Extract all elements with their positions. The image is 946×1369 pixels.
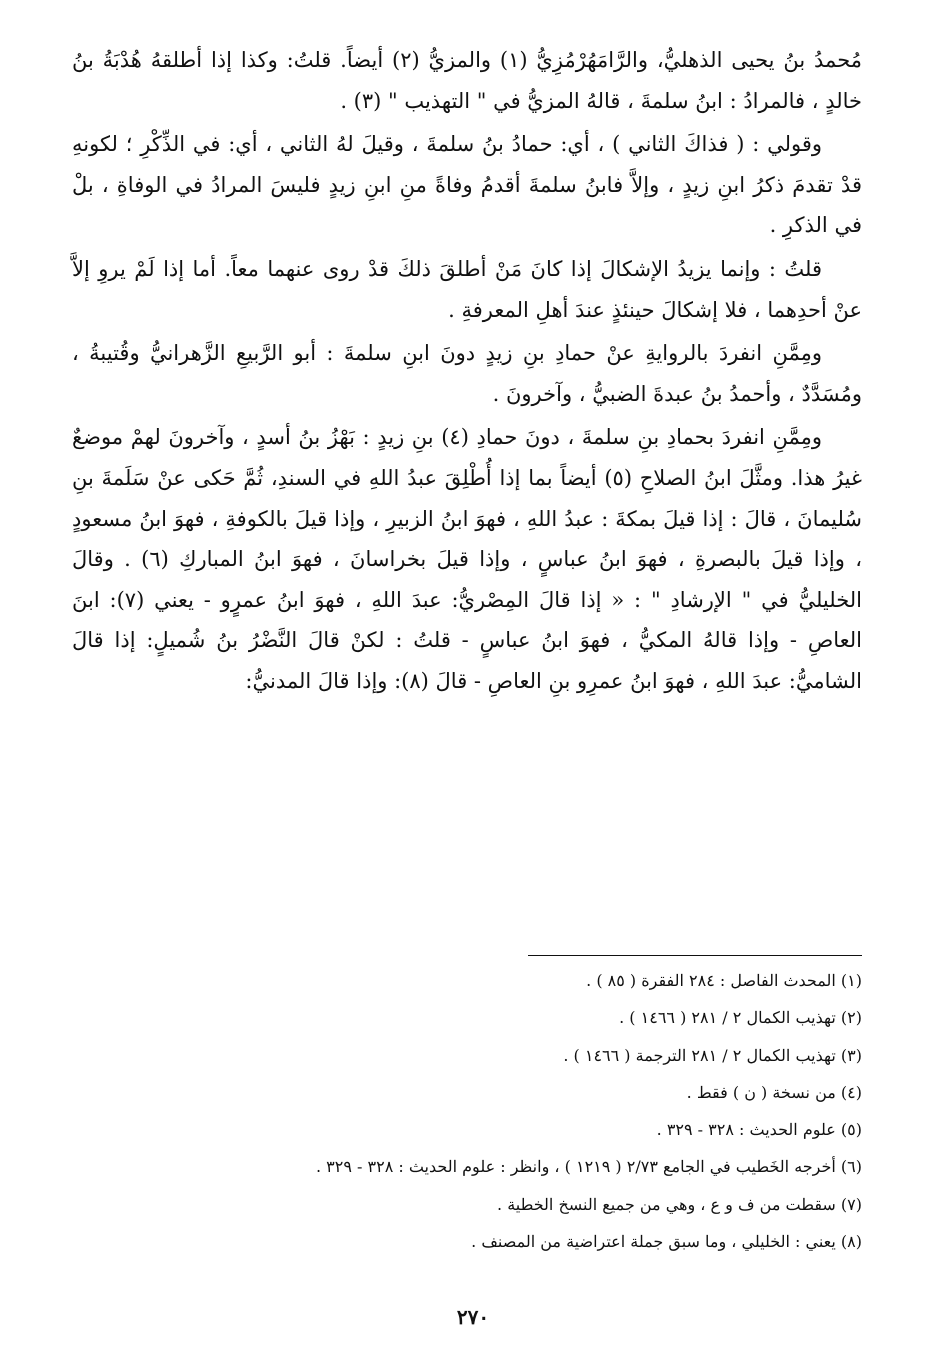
main-text bbox=[72, 40, 862, 705]
footnote-7: (٧) سقطت من ف و ع ، وهي من جميع النسخ الخطية . bbox=[497, 1194, 862, 1214]
footnote-3: (٣) تهذيب الكمال ٢ / ٢٨١ الترجمة ( ١٤٦٦ ) . bbox=[563, 1045, 862, 1065]
footnote-4: (٤) من نسخة ( ن ) فقط . bbox=[686, 1082, 862, 1102]
footnote-1: (١) المحدث الفاصل : ٢٨٤ الفقرة ( ٨٥ ) . bbox=[586, 971, 862, 990]
footnote-divider bbox=[528, 955, 862, 956]
footnote-5: (٥) علوم الحديث : ٣٢٨ - ٣٢٩ . bbox=[656, 1120, 862, 1140]
footnote-2: (٢) تهذيب الكمال ٢ / ٢٨١ ( ١٤٦٦ ) . bbox=[619, 1008, 862, 1028]
paragraph-2: وقولي : ( فذاكَ الثاني ) ، أي: حمادُ بنُ سلمةَ ، وقيلَ لهُ الثاني ، أي: في الذِّكْرِ ؛ لكونهِ قدْ تقدمَ ذكرُ ابنِ زيدٍ ، وإلاَّ فابنُ سلمةَ أقدمُ وفاةً منِ ابنِ زيدٍ فليسَ المرادُ في الوفاةِ ، بلْ في الذكرِ . bbox=[72, 132, 862, 238]
paragraph-1: مُحمدُ بنُ يحيى الذهليُّ، والرَّامَهُرْمُزِيُّ (١) والمزيُّ (٢) أيضاً. قلتُ: وكذا إذا أطلقهُ هُدْبَةُ بنُ خالدٍ ، فالمرادُ : ابنُ سلمةَ ، قالهُ المزيُّ في " التهذيب " (٣) . bbox=[72, 48, 862, 113]
footnote-6: (٦) أخرجه الخَطيب في الجامع ٢/٧٣ ( ١٢١٩ ) ، وانظر : علوم الحديث : ٣٢٨ - ٣٢٩ . bbox=[315, 1157, 862, 1177]
page-number: ٢٧٠ bbox=[456, 1305, 490, 1329]
paragraph-4: ومِمَّنِ انفردَ بالروايةِ عنْ حمادِ بنِ زيدٍ دونَ ابنِ سلمةَ : أبو الرَّبيعِ الزَّهرانيُّ وقُتيبةُ ، ومُسَدَّدٌ ، وأحمدُ بنُ عبدةَ الضبيُّ ، وآخرونَ . bbox=[72, 341, 862, 406]
paragraph-5: ومِمَّنِ انفردَ بحمادِ بنِ سلمةَ ، دونَ حمادِ (٤) بنِ زيدٍ : بَهْزُ بنُ أسدٍ ، وآخرونَ لهمْ موضعٌ غيرُ هذا. ومثَّلَ ابنُ الصلاحِ (٥) أيضاً بما إذا أُطْلِقَ عبدُ اللهِ في السندِ، ثُمَّ حَكى عنْ سَلَمةَ بنِ سُليمانَ ، قالَ : إذا قيلَ بمكةَ : عبدُ اللهِ ، فهوَ ابنُ الزبيرِ ، وإذا قيلَ بالكوفةِ ، فهوَ ابنُ مسعودٍ ، وإذا قيلَ بالبصرةِ ، فهوَ ابنُ عباسٍ ، وإذا قيلَ بخراسانَ ، فهوَ ابنُ المباركِ (٦) . وقالَ الخليليُّ في " الإرشادِ " : « إذا قالَ المِصْريُّ: عبدَ اللهِ ، فهوَ ابنُ عمرٍو - يعني (٧): ابنَ العاصِ - وإذا قالهُ المكيُّ ، فهوَ ابنُ عباسٍ - قلتُ : لكنْ قالَ النَّضْرُ بنُ شُميلٍ: إذا قالَ الشاميُّ: عبدَ اللهِ ، فهوَ ابنُ عمرِو بنِ العاصِ - قالَ (٨): وإذا قالَ المدنيُّ: bbox=[72, 425, 862, 693]
footnote-8: (٨) يعني : الخليلي ، وما سبق جملة اعتراضية من المصنف . bbox=[471, 1232, 862, 1252]
paragraph-3: قلتُ : وإنما يزيدُ الإشكالَ إذا كانَ مَنْ أطلقَ ذلكَ قدْ روى عنهما معاً. أما إذا لَمْ يروِ إلاَّ عنْ أحدِهما ، فلا إشكالَ حينئذٍ عندَ أهلِ المعرفةِ . bbox=[72, 256, 862, 322]
footnotes bbox=[72, 962, 862, 1260]
